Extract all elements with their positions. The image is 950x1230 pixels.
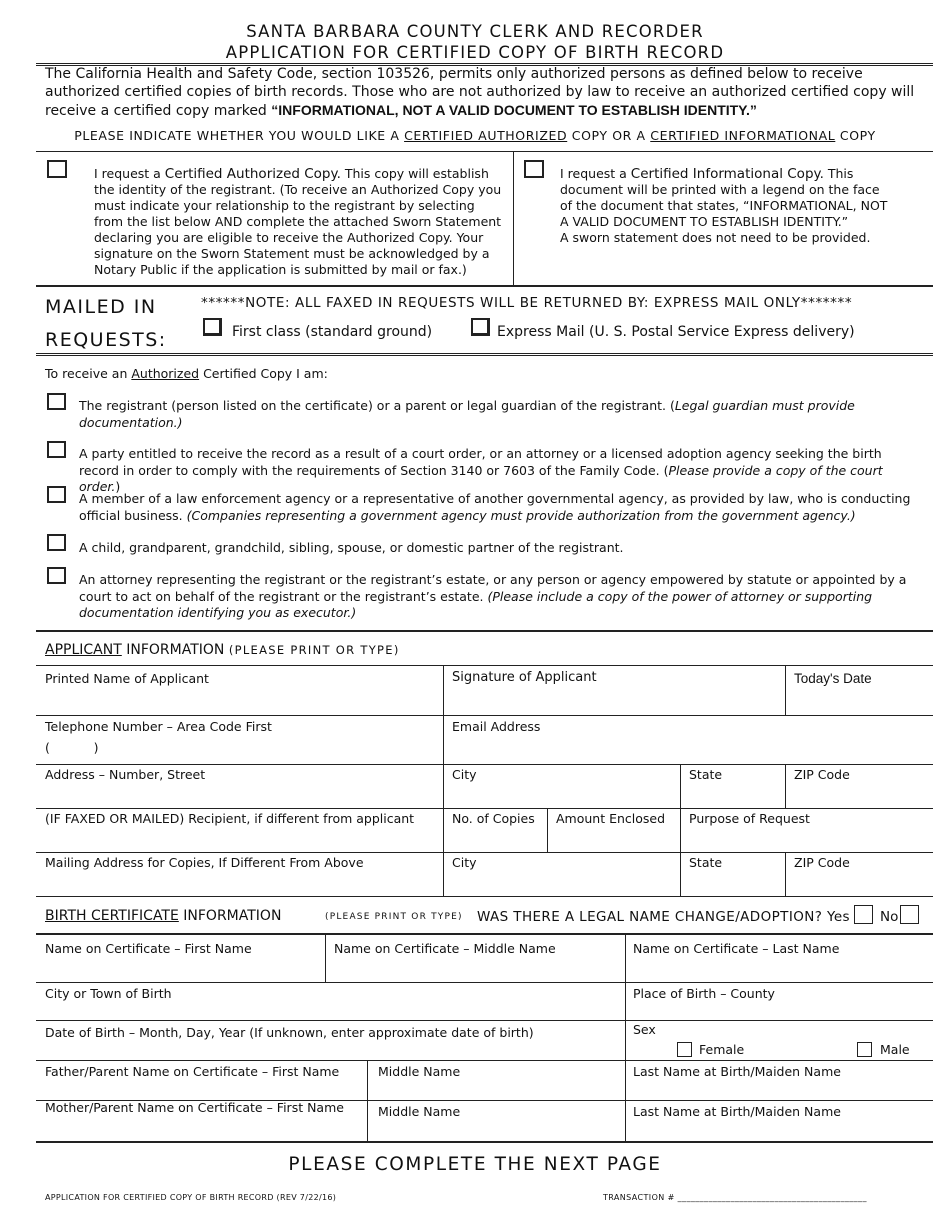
option-registrant: The registrant (person listed on the certificate) or a parent or legal guardian of the registrant. (Legal guardian must provide documentation.) (79, 398, 855, 430)
purpose-field[interactable]: Purpose of Request (689, 811, 810, 826)
county-of-birth-field[interactable]: Place of Birth – County (633, 986, 775, 1001)
fax-note: ******NOTE: ALL FAXED IN REQUESTS WILL BE RETURNED BY: EXPRESS MAIL ONLY******* (201, 295, 853, 311)
informational-copy-option: I request a Certified Informational Copy. This document will be printed with a legend on the face of the document that states, “INFORMATIONAL, NOT A VALID DOCUMENT TO ESTABLISH IDENTITY.” A sworn statement does not need to be provided. (560, 166, 888, 245)
father-last-name-field[interactable]: Last Name at Birth/Maiden Name (633, 1064, 841, 1079)
table-border (36, 896, 933, 897)
table-border (36, 665, 933, 666)
email-field[interactable]: Email Address (452, 719, 541, 734)
name-change-no-label: No (880, 909, 899, 925)
authorized-copy-heading: Certified Authorized Copy. (164, 166, 341, 182)
table-border (36, 1141, 933, 1143)
registrant-checkbox[interactable] (47, 393, 66, 410)
column-divider (785, 665, 786, 715)
birth-heading: BIRTH CERTIFICATE INFORMATION (45, 908, 282, 924)
divider (36, 355, 933, 356)
option-family-member: A child, grandparent, grandchild, sibling, spouse, or domestic partner of the registrant. (79, 540, 624, 555)
authorized-list-intro: To receive an Authorized Certified Copy I am: (45, 366, 328, 381)
middle-name-field[interactable]: Name on Certificate – Middle Name (334, 941, 556, 956)
column-divider (680, 764, 681, 896)
transaction-number: TRANSACTION # ___________________________________________ (603, 1193, 867, 1202)
birth-heading-note: (PLEASE PRINT OR TYPE) (325, 912, 463, 922)
divider (36, 63, 933, 64)
table-border (36, 933, 933, 935)
divider (36, 630, 933, 632)
table-border (36, 764, 933, 765)
telephone-field[interactable]: Telephone Number – Area Code First (45, 719, 272, 734)
column-divider (547, 808, 548, 852)
date-of-birth-field[interactable]: Date of Birth – Month, Day, Year (If unknown, enter approximate date of birth) (45, 1025, 534, 1040)
male-checkbox[interactable] (857, 1042, 872, 1057)
name-change-question: WAS THERE A LEGAL NAME CHANGE/ADOPTION? Yes (477, 909, 850, 925)
table-border (36, 1020, 933, 1021)
zip-field[interactable]: ZIP Code (794, 767, 850, 782)
copies-field[interactable]: No. of Copies (452, 811, 535, 826)
option-court-order: A party entitled to receive the record as a result of a court order, or an attorney or a licensed adoption agency seeking the birth record in order to comply with the requirements of Section 3140 or 7603 of the Family Code. (Please provide a copy of the court order.) (79, 446, 883, 494)
city-field[interactable]: City (452, 767, 477, 782)
option-law-enforcement: A member of a law enforcement agency or a representative of another governmental agency, as provided by law, who is conducting official business. (Companies representing a government agency must provide authorization from the government agency.) (79, 491, 911, 523)
column-divider (367, 1060, 368, 1141)
name-change-no-checkbox[interactable] (900, 905, 919, 924)
address-field[interactable]: Address – Number, Street (45, 767, 206, 782)
law-enforcement-checkbox[interactable] (47, 486, 66, 503)
informational-copy-checkbox[interactable] (524, 160, 544, 178)
male-label: Male (880, 1042, 910, 1057)
table-border (36, 808, 933, 809)
father-first-name-field[interactable]: Father/Parent Name on Certificate – First Name (45, 1064, 340, 1079)
first-class-label: First class (standard ground) (232, 324, 433, 340)
mother-middle-name-field[interactable]: Middle Name (378, 1104, 461, 1119)
intro-text: The California Health and Safety Code, section 103526, permits only authorized persons as defined below to receive authorized certified copies of birth records. Those who are not authorized by law to receive an authorized certified copy will receive a certified copy marked (45, 66, 915, 119)
divider (36, 151, 933, 152)
column-divider (513, 151, 514, 285)
authorized-copy-option: I request a Certified Authorized Copy. This copy will establish the identity of the registrant. (To receive an Authorized Copy you must indicate your relationship to the registrant by selecting from the list below AND complete the attached Sworn Statement declaring you are eligible to receive the Authorized Copy. Your signature on the Sworn Statement must be acknowledged by a Notary Public if the application is submitted by mail or fax.) (94, 166, 502, 277)
phone-area-code: ( ) (45, 740, 99, 755)
column-divider (785, 852, 786, 896)
amount-field[interactable]: Amount Enclosed (556, 811, 666, 826)
table-border (36, 1060, 933, 1061)
applicant-heading: APPLICANT INFORMATION (PLEASE PRINT OR TYPE) (45, 642, 400, 658)
informational-emphasis: CERTIFIED INFORMATIONAL (650, 128, 836, 143)
column-divider (625, 933, 626, 1141)
form-title-line1: SANTA BARBARA COUNTY CLERK AND RECORDER (246, 22, 704, 41)
signature-field[interactable]: Signature of Applicant (452, 670, 597, 685)
divider (36, 353, 933, 354)
mailing-address-field[interactable]: Mailing Address for Copies, If Different From Above (45, 855, 364, 870)
court-order-checkbox[interactable] (47, 441, 66, 458)
printed-name-field[interactable]: Printed Name of Applicant (45, 671, 209, 686)
state-field[interactable]: State (689, 767, 723, 782)
mailed-heading-line2: REQUESTS: (45, 329, 167, 351)
table-border (36, 852, 933, 853)
informational-copy-heading: Certified Informational Copy. (630, 166, 824, 182)
column-divider (785, 764, 786, 808)
female-label: Female (699, 1042, 745, 1057)
mailing-city-field[interactable]: City (452, 855, 477, 870)
female-checkbox[interactable] (677, 1042, 692, 1057)
sex-label: Sex (633, 1022, 656, 1037)
authorized-emphasis: CERTIFIED AUTHORIZED (404, 128, 568, 143)
table-border (36, 715, 933, 716)
table-border (36, 982, 933, 983)
city-of-birth-field[interactable]: City or Town of Birth (45, 986, 172, 1001)
mailing-zip-field[interactable]: ZIP Code (794, 855, 850, 870)
attorney-checkbox[interactable] (47, 567, 66, 584)
mother-first-name-field[interactable]: Mother/Parent Name on Certificate – First Name (45, 1100, 344, 1115)
father-middle-name-field[interactable]: Middle Name (378, 1064, 461, 1079)
first-name-field[interactable]: Name on Certificate – First Name (45, 941, 252, 956)
last-name-field[interactable]: Name on Certificate – Last Name (633, 941, 840, 956)
mailing-state-field[interactable]: State (689, 855, 723, 870)
intro-paragraph (45, 65, 930, 120)
column-divider (443, 665, 444, 896)
divider (36, 285, 933, 287)
name-change-yes-checkbox[interactable] (854, 905, 873, 924)
option-attorney: An attorney representing the registrant or the registrant’s estate, or any person or agency empowered by statute or appointed by a court to act on behalf of the registrant or the registrant’s estate. (Please include a copy of the power of attorney or supporting documentation identifying you as executor.) (79, 572, 907, 620)
intro-bold: “INFORMATIONAL, NOT A VALID DOCUMENT TO ESTABLISH IDENTITY.” (271, 102, 757, 118)
form-revision: APPLICATION FOR CERTIFIED COPY OF BIRTH RECORD (REV 7/22/16) (45, 1193, 337, 1202)
authorized-copy-checkbox[interactable] (47, 160, 67, 178)
next-page-instruction: PLEASE COMPLETE THE NEXT PAGE (288, 1154, 662, 1175)
express-mail-checkbox[interactable] (471, 318, 490, 336)
mailed-heading-line1: MAILED IN (45, 296, 157, 318)
todays-date-field[interactable]: Today's Date (794, 671, 872, 686)
column-divider (325, 933, 326, 982)
express-mail-label: Express Mail (U. S. Postal Service Express delivery) (497, 324, 855, 340)
first-class-checkbox[interactable] (203, 318, 222, 336)
family-member-checkbox[interactable] (47, 534, 66, 551)
form-title-line2: APPLICATION FOR CERTIFIED COPY OF BIRTH RECORD (225, 43, 725, 62)
recipient-field[interactable]: (IF FAXED OR MAILED) Recipient, if different from applicant (45, 811, 415, 826)
indicate-instruction: PLEASE INDICATE WHETHER YOU WOULD LIKE A CERTIFIED AUTHORIZED COPY OR A CERTIFIED INFORMATIONAL COPY (74, 128, 876, 143)
mother-last-name-field[interactable]: Last Name at Birth/Maiden Name (633, 1104, 841, 1119)
